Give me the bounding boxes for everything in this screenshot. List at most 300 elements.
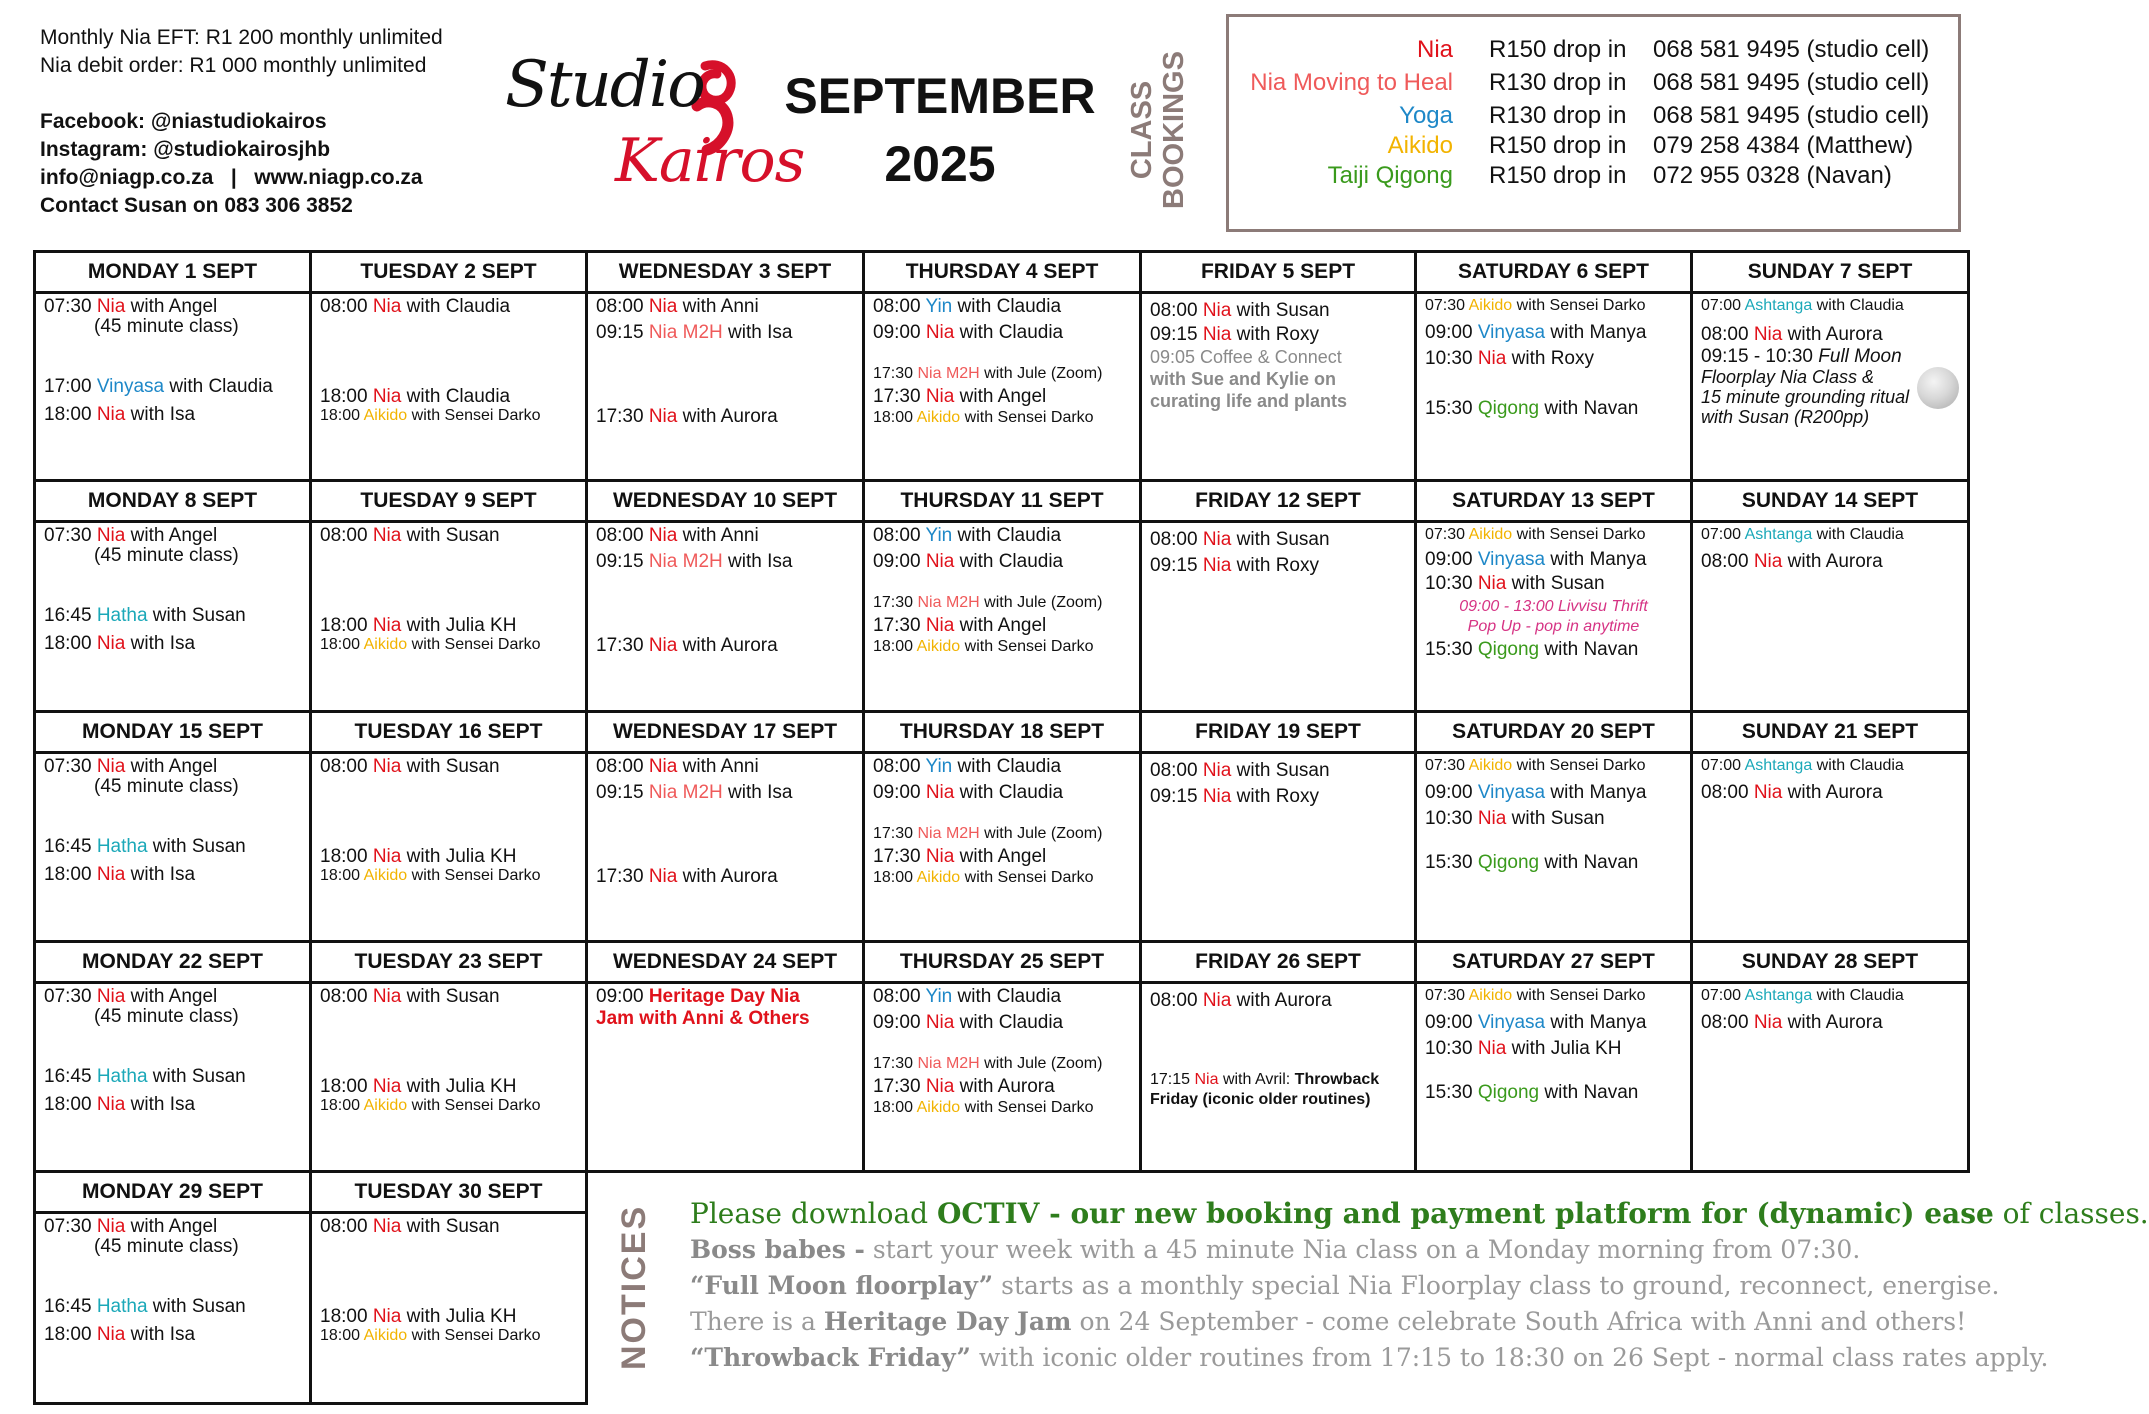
class-entry xyxy=(44,1295,307,1319)
entry-instructor: with Susan xyxy=(401,756,500,777)
entry-time: 08:00 xyxy=(1701,551,1754,572)
entry-instructor: with Claudia xyxy=(401,386,511,407)
class-entry xyxy=(1150,989,1412,1013)
day-header: FRIDAY 26 SEPT xyxy=(1142,943,1414,984)
class-name: Aikido xyxy=(363,867,408,884)
class-entry xyxy=(1701,524,1965,546)
class-name: Nia xyxy=(96,296,126,317)
class-entry xyxy=(94,315,307,339)
entry-time: 18:00 xyxy=(44,404,97,425)
entry-time: 17:30 xyxy=(873,386,926,407)
booking-phone: 068 581 9495 (studio cell) xyxy=(1653,36,1930,63)
entry-time: (45 minute class) xyxy=(94,1236,239,1257)
class-entry xyxy=(1150,323,1412,347)
class-entry xyxy=(1150,299,1412,323)
entry-instructor: with Susan xyxy=(401,986,500,1007)
entry-time: 08:00 xyxy=(1701,1012,1754,1033)
class-entry xyxy=(1150,785,1412,809)
class-name: Nia xyxy=(1202,555,1232,576)
class-name: Nia xyxy=(1753,782,1783,803)
class-entry xyxy=(596,405,860,429)
notice-item xyxy=(690,1304,1966,1340)
class-name: Aikido xyxy=(916,1099,961,1116)
day-header: SATURDAY 27 SEPT xyxy=(1417,943,1690,984)
entry-time: 17:30 xyxy=(873,594,918,611)
entry-instructor: with Sensei Darko xyxy=(1512,526,1646,543)
entry-time: 07:30 xyxy=(1425,297,1469,314)
day-cell xyxy=(585,710,865,943)
booking-phone: 072 955 0328 (Navan) xyxy=(1653,162,1892,189)
class-name: Aikido xyxy=(363,1327,408,1344)
entry-time: 18:00 xyxy=(320,1076,373,1097)
bookings-box xyxy=(1226,14,1961,232)
entry-time: 18:00 xyxy=(320,407,364,424)
entry-time: 07:30 xyxy=(1425,987,1469,1004)
entry-instructor: with Claudia xyxy=(1812,987,1904,1004)
class-entry xyxy=(1150,759,1412,783)
entry-time: 07:30 xyxy=(44,296,97,317)
class-entry xyxy=(1150,1069,1412,1091)
class-entry xyxy=(596,634,860,658)
day-header: TUESDAY 23 SEPT xyxy=(312,943,585,984)
entry-time: 15:30 xyxy=(1425,639,1478,660)
class-name: Nia xyxy=(1202,529,1232,550)
class-entry xyxy=(873,592,1137,614)
day-cell xyxy=(585,479,865,713)
class-entry xyxy=(873,985,1137,1009)
entry-time: 17:00 xyxy=(44,376,97,397)
class-entry xyxy=(1419,596,1688,618)
class-entry xyxy=(873,614,1137,638)
entry-time: 15:30 xyxy=(1425,398,1478,419)
class-name: Nia xyxy=(372,1216,402,1237)
day-header: MONDAY 1 SEPT xyxy=(36,253,309,294)
class-entry xyxy=(873,1011,1137,1035)
class-entry xyxy=(1425,1081,1688,1105)
entry-instructor: with Claudia xyxy=(954,782,1064,803)
facebook-handle: Facebook: @niastudiokairos xyxy=(40,110,327,133)
class-entry xyxy=(596,985,860,1009)
class-entry xyxy=(873,1053,1137,1075)
class-entry xyxy=(1425,851,1688,875)
class-entry xyxy=(44,604,307,628)
notice-text: with iconic older routines from 17:15 to 18:30 on 26 Sept - normal class rates apply. xyxy=(970,1343,2049,1372)
entry-time: Pop Up - pop in anytime xyxy=(1467,618,1640,635)
class-entry xyxy=(596,295,860,319)
notices-label: NOTICES xyxy=(615,1204,653,1370)
entry-instructor: with Sensei Darko xyxy=(407,636,541,653)
entry-highlight: Friday (iconic older routines) xyxy=(1150,1091,1371,1108)
entry-instructor: with Jule (Zoom) xyxy=(979,1055,1103,1072)
entry-time: 18:00 xyxy=(320,1097,364,1114)
entry-time: 17:30 xyxy=(596,635,649,656)
class-name: Nia xyxy=(1202,300,1232,321)
class-name: Qigong xyxy=(1477,639,1540,660)
class-entry xyxy=(1701,405,1965,429)
class-entry xyxy=(1425,781,1688,805)
entry-instructor: with Julia KH xyxy=(401,846,517,867)
entry-instructor: with Susan xyxy=(1231,529,1330,550)
class-name: Hatha xyxy=(96,605,148,626)
class-name: Nia xyxy=(1202,990,1232,1011)
entry-instructor: with Anni xyxy=(677,756,759,777)
day-header: THURSDAY 25 SEPT xyxy=(865,943,1139,984)
entry-time: with Sue and Kylie on xyxy=(1150,369,1337,389)
entry-instructor: with Jule (Zoom) xyxy=(979,365,1103,382)
day-header: TUESDAY 9 SEPT xyxy=(312,482,585,523)
entry-instructor: with Aurora xyxy=(1782,324,1883,345)
entry-time: (45 minute class) xyxy=(94,1006,239,1027)
entry-time: curating life and plants xyxy=(1150,391,1348,411)
class-name: Nia xyxy=(1477,1038,1507,1059)
entry-instructor: with Navan xyxy=(1539,398,1639,419)
booking-class-name: Nia xyxy=(1416,36,1453,63)
logo-kairos-text: Kairos xyxy=(615,126,805,196)
entry-instructor: with Aurora xyxy=(1782,1012,1883,1033)
class-name: Nia xyxy=(1202,324,1232,345)
notice-item xyxy=(690,1196,2149,1232)
class-entry xyxy=(320,1095,583,1117)
booking-price: R130 drop in xyxy=(1489,102,1627,129)
class-entry xyxy=(1419,616,1688,638)
entry-time: 17:30 xyxy=(873,846,926,867)
entry-time: 07:30 xyxy=(44,756,97,777)
day-cell xyxy=(1139,250,1417,482)
entry-instructor: with Manya xyxy=(1545,1012,1647,1033)
entry-time: 17:30 xyxy=(596,866,649,887)
entry-instructor: with Aurora xyxy=(677,866,778,887)
class-name: Nia xyxy=(96,525,126,546)
class-name: Nia xyxy=(96,633,126,654)
class-name: Yin xyxy=(925,756,953,777)
entry-instructor: with Navan xyxy=(1539,1082,1639,1103)
day-header: TUESDAY 30 SEPT xyxy=(312,1173,585,1214)
class-entry xyxy=(873,781,1137,805)
day-cell xyxy=(1690,250,1970,482)
entry-time: 17:30 xyxy=(873,365,918,382)
entry-instructor: with Julia KH xyxy=(401,615,517,636)
class-name: Nia xyxy=(1477,348,1507,369)
class-name: Nia M2H xyxy=(917,594,980,611)
day-cell xyxy=(33,1170,312,1405)
studio-info xyxy=(40,24,443,220)
entry-instructor: Full Moon xyxy=(1818,346,1902,367)
class-name: Yin xyxy=(925,296,953,317)
entry-instructor: with Julia KH xyxy=(401,1306,517,1327)
class-entry xyxy=(1701,323,1965,347)
class-name: Nia xyxy=(925,1076,955,1097)
class-entry xyxy=(1701,295,1965,317)
entry-time: 10:30 xyxy=(1425,808,1478,829)
day-header: SATURDAY 20 SEPT xyxy=(1417,713,1690,754)
class-name: Nia xyxy=(1194,1071,1219,1088)
class-entry xyxy=(596,781,860,805)
entry-time: 09:00 xyxy=(1425,549,1478,570)
entry-time: 17:15 xyxy=(1150,1071,1195,1088)
class-bookings-label xyxy=(1126,40,1206,220)
class-entry xyxy=(94,1235,307,1259)
entry-time: 10:30 xyxy=(1425,348,1478,369)
entry-time: 18:00 xyxy=(873,1099,917,1116)
entry-instructor: with Avril: xyxy=(1218,1071,1295,1088)
class-entry xyxy=(1701,755,1965,777)
class-name: Nia xyxy=(648,866,678,887)
entry-instructor: with Navan xyxy=(1539,852,1639,873)
entry-time: 08:00 xyxy=(1150,760,1203,781)
entry-time: 09:15 xyxy=(1150,555,1203,576)
class-name: Nia xyxy=(648,406,678,427)
entry-instructor: with Isa xyxy=(125,404,196,425)
day-header: WEDNESDAY 3 SEPT xyxy=(588,253,862,294)
entry-instructor: with Isa xyxy=(722,322,793,343)
class-entry xyxy=(320,985,583,1009)
day-cell xyxy=(862,250,1142,482)
notice-highlight: OCTIV - our new booking and payment platform for (dynamic) ease xyxy=(937,1197,1994,1230)
class-name: Hatha xyxy=(96,1296,148,1317)
day-cell xyxy=(309,250,588,482)
entry-instructor: with Jule (Zoom) xyxy=(979,825,1103,842)
entry-time: 09:15 - 10:30 xyxy=(1701,346,1819,367)
class-name: Nia xyxy=(1753,324,1783,345)
entry-instructor: with Susan xyxy=(401,1216,500,1237)
notice-highlight: Boss babes - xyxy=(690,1235,865,1264)
class-name: Nia xyxy=(648,296,678,317)
class-entry xyxy=(1425,1011,1688,1035)
entry-instructor: with Sensei Darko xyxy=(407,1327,541,1344)
entry-time: 09:15 xyxy=(596,782,649,803)
entry-time: 08:00 xyxy=(873,986,926,1007)
day-header: SUNDAY 7 SEPT xyxy=(1693,253,1967,294)
class-name: Aikido xyxy=(1468,526,1513,543)
booking-phone: 079 258 4384 (Matthew) xyxy=(1653,132,1914,159)
class-name: Nia xyxy=(96,864,126,885)
class-entry xyxy=(873,636,1137,658)
entry-instructor: with Isa xyxy=(125,633,196,654)
class-entry xyxy=(1425,755,1688,777)
class-name: Ashtanga xyxy=(1744,526,1813,543)
class-name: Nia xyxy=(96,404,126,425)
entry-instructor: with Claudia xyxy=(952,525,1062,546)
class-entry xyxy=(873,550,1137,574)
class-entry xyxy=(873,363,1137,385)
month-name: SEPTEMBER xyxy=(784,68,1096,124)
class-name: Nia xyxy=(648,756,678,777)
entry-time: 18:00 xyxy=(320,615,373,636)
entry-time: 18:00 xyxy=(320,1327,364,1344)
entry-instructor: with Manya xyxy=(1545,322,1647,343)
class-entry xyxy=(596,1007,860,1031)
entry-time: 07:00 xyxy=(1701,526,1745,543)
entry-instructor: with Claudia xyxy=(954,1012,1064,1033)
class-name: Nia M2H xyxy=(648,322,723,343)
entry-time: 18:00 xyxy=(873,638,917,655)
entry-instructor: with Aurora xyxy=(954,1076,1055,1097)
class-entry xyxy=(1425,295,1688,317)
entry-instructor: with Angel xyxy=(125,525,218,546)
entry-time: 18:00 xyxy=(44,1324,97,1345)
entry-time: 08:00 xyxy=(873,756,926,777)
entry-time: 08:00 xyxy=(1701,782,1754,803)
day-header: MONDAY 29 SEPT xyxy=(36,1173,309,1214)
instagram-handle: Instagram: @studiokairosjhb xyxy=(40,138,331,161)
class-name: Hatha xyxy=(96,1066,148,1087)
entry-instructor: with Angel xyxy=(954,386,1047,407)
day-header: MONDAY 15 SEPT xyxy=(36,713,309,754)
class-name: Nia xyxy=(372,525,402,546)
class-name: Nia xyxy=(96,986,126,1007)
class-entry xyxy=(873,867,1137,889)
entry-instructor: with Julia KH xyxy=(1506,1038,1622,1059)
class-name: Vinyasa xyxy=(1477,1012,1546,1033)
entry-time: 10:30 xyxy=(1425,1038,1478,1059)
entry-instructor: with Sensei Darko xyxy=(1512,757,1646,774)
class-name: Nia xyxy=(1202,786,1232,807)
class-entry xyxy=(873,755,1137,779)
class-name: Nia xyxy=(372,846,402,867)
entry-time: 07:30 xyxy=(1425,757,1469,774)
class-entry xyxy=(873,407,1137,429)
entry-time: 07:00 xyxy=(1701,297,1745,314)
class-entry xyxy=(44,632,307,656)
class-name: Ashtanga xyxy=(1744,757,1813,774)
day-header: FRIDAY 5 SEPT xyxy=(1142,253,1414,294)
entry-time: 08:00 xyxy=(320,525,373,546)
class-name: Nia xyxy=(372,1076,402,1097)
entry-instructor: with Navan xyxy=(1539,639,1639,660)
class-name: Nia xyxy=(96,1216,126,1237)
entry-time: (45 minute class) xyxy=(94,545,239,566)
day-cell xyxy=(585,250,865,482)
notice-highlight: Heritage Day Jam xyxy=(823,1307,1072,1336)
entry-time: 15:30 xyxy=(1425,1082,1478,1103)
notice-item xyxy=(690,1268,1999,1304)
entry-instructor: with Sensei Darko xyxy=(1512,297,1646,314)
class-name: Aikido xyxy=(916,869,961,886)
class-entry xyxy=(596,865,860,889)
entry-instructor: with Susan xyxy=(147,605,246,626)
entry-time: 08:00 xyxy=(1150,300,1203,321)
month-title xyxy=(780,62,1100,198)
entry-time: 18:00 xyxy=(873,869,917,886)
class-entry xyxy=(873,295,1137,319)
day-cell xyxy=(309,940,588,1173)
class-name: Vinyasa xyxy=(1477,782,1546,803)
entry-time: Floorplay Nia Class & xyxy=(1701,367,1875,387)
entry-instructor: with Angel xyxy=(125,296,218,317)
day-header: THURSDAY 18 SEPT xyxy=(865,713,1139,754)
entry-time: 16:45 xyxy=(44,836,97,857)
class-bookings-text: CLASS BOOKINGS xyxy=(1126,51,1190,209)
entry-time: 18:00 xyxy=(873,409,917,426)
entry-time: 09:00 - 13:00 Livvisu Thrift xyxy=(1459,598,1648,615)
day-cell xyxy=(862,710,1142,943)
day-cell xyxy=(309,710,588,943)
entry-instructor: with Susan xyxy=(1506,573,1605,594)
entry-instructor: with Angel xyxy=(125,986,218,1007)
entry-time: 08:00 xyxy=(1150,990,1203,1011)
class-entry xyxy=(873,321,1137,345)
entry-instructor: with Manya xyxy=(1545,782,1647,803)
entry-time: 08:00 xyxy=(873,525,926,546)
day-header: THURSDAY 11 SEPT xyxy=(865,482,1139,523)
day-cell xyxy=(1139,940,1417,1173)
class-name: Nia M2H xyxy=(917,1055,980,1072)
class-entry xyxy=(596,550,860,574)
entry-instructor: with Jule (Zoom) xyxy=(979,594,1103,611)
class-name: Aikido xyxy=(916,638,961,655)
class-name: Nia xyxy=(372,296,402,317)
class-name: Nia xyxy=(925,551,955,572)
entry-instructor: with Angel xyxy=(954,615,1047,636)
class-name: Nia xyxy=(1753,1012,1783,1033)
entry-time: 08:00 xyxy=(320,1216,373,1237)
entry-time: 18:00 xyxy=(320,386,373,407)
entry-instructor: with Angel xyxy=(125,1216,218,1237)
day-header: SATURDAY 6 SEPT xyxy=(1417,253,1690,294)
day-header: SUNDAY 28 SEPT xyxy=(1693,943,1967,984)
class-entry xyxy=(1150,554,1412,578)
class-entry xyxy=(320,755,583,779)
pricing-line-1: Monthly Nia EFT: R1 200 monthly unlimited xyxy=(40,26,443,49)
class-entry xyxy=(1425,397,1688,421)
studio-kairos-logo xyxy=(505,40,805,210)
class-entry xyxy=(44,863,307,887)
entry-time: 18:00 xyxy=(44,633,97,654)
class-name: Nia xyxy=(648,525,678,546)
day-cell xyxy=(862,940,1142,1173)
class-entry xyxy=(94,544,307,568)
class-entry xyxy=(1150,367,1412,391)
entry-instructor: with Susan xyxy=(1231,760,1330,781)
day-cell xyxy=(1690,710,1970,943)
entry-instructor: with Sensei Darko xyxy=(1512,987,1646,1004)
class-entry xyxy=(873,845,1137,869)
day-cell xyxy=(1414,710,1693,943)
entry-instructor: with Aurora xyxy=(677,406,778,427)
class-entry xyxy=(1701,1011,1965,1035)
class-name: Qigong xyxy=(1477,852,1540,873)
entry-time: 07:30 xyxy=(44,525,97,546)
entry-instructor: with Susan xyxy=(1231,300,1330,321)
class-name: Qigong xyxy=(1477,1082,1540,1103)
notice-item xyxy=(690,1232,1860,1268)
class-name: Aikido xyxy=(363,407,408,424)
class-entry xyxy=(1425,548,1688,572)
entry-instructor: with Isa xyxy=(125,864,196,885)
day-cell xyxy=(309,1170,588,1405)
entry-time: 08:00 xyxy=(320,986,373,1007)
entry-time: 08:00 xyxy=(1150,529,1203,550)
class-name: Nia xyxy=(372,386,402,407)
day-header: FRIDAY 12 SEPT xyxy=(1142,482,1414,523)
class-entry xyxy=(1425,807,1688,831)
class-entry xyxy=(1150,345,1412,369)
class-name: Nia xyxy=(96,1094,126,1115)
class-name: Nia xyxy=(372,756,402,777)
notice-highlight: “Throwback Friday” xyxy=(690,1343,971,1372)
pricing-line-2: Nia debit order: R1 000 monthly unlimited xyxy=(40,54,427,77)
class-entry xyxy=(1150,389,1412,413)
entry-time: 07:30 xyxy=(44,1216,97,1237)
class-entry xyxy=(873,1097,1137,1119)
entry-instructor: with Susan xyxy=(401,525,500,546)
class-entry xyxy=(1425,985,1688,1007)
entry-time: (45 minute class) xyxy=(94,776,239,797)
class-entry xyxy=(320,634,583,656)
entry-instructor: with Susan xyxy=(147,1066,246,1087)
entry-highlight: Throwback xyxy=(1294,1071,1380,1088)
class-name: Nia xyxy=(1477,573,1507,594)
